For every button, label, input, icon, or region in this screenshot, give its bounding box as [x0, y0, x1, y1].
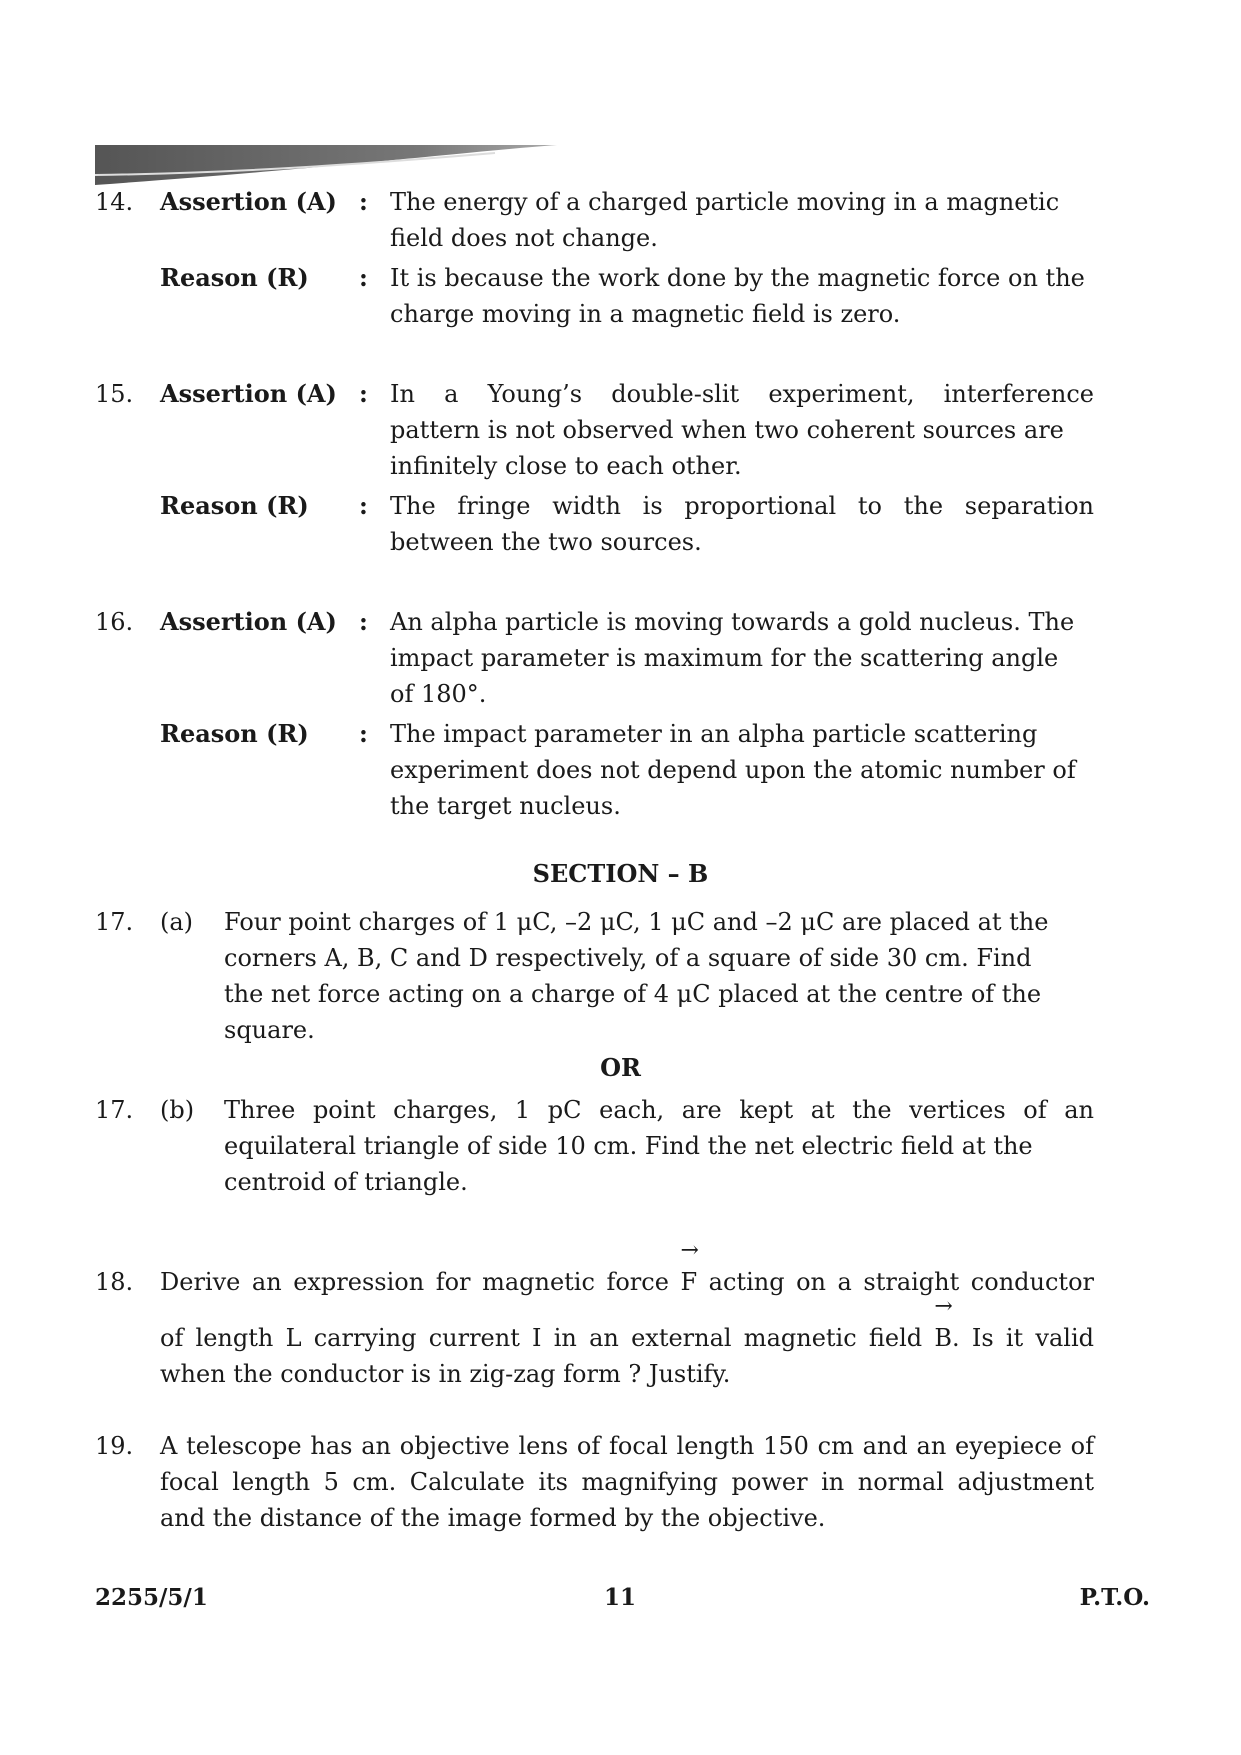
- question-line: and the distance of the image formed by the objective.: [160, 1504, 826, 1532]
- question-line: [160, 1238, 1094, 1300]
- colon: :: [359, 719, 368, 748]
- question-line: [160, 1294, 1094, 1356]
- reason-label: Reason (R): [160, 719, 309, 748]
- question-number: 19.: [95, 1432, 134, 1460]
- header-decor-bar: [95, 145, 557, 185]
- question-line: focal length 5 cm. Calculate its magnifying power in normal adjustment: [160, 1468, 1094, 1496]
- question-part: (a): [160, 908, 194, 936]
- assertion-line: infinitely close to each other.: [390, 452, 742, 480]
- pto-label: P.T.O.: [1079, 1584, 1150, 1611]
- or-label: OR: [600, 1053, 641, 1082]
- vector-f: [680, 1238, 699, 1300]
- question-number: 18.: [95, 1268, 134, 1296]
- assertion-line: pattern is not observed when two coherent sources are: [390, 416, 1064, 444]
- assertion-label: Assertion (A): [160, 607, 337, 636]
- question-number: 16.: [95, 608, 134, 636]
- reason-label: Reason (R): [160, 263, 309, 292]
- paper-code: 2255/5/1: [95, 1584, 208, 1611]
- reason-line: It is because the work done by the magnetic force on the: [390, 264, 1085, 292]
- page-number: 11: [603, 1584, 636, 1611]
- question-number: 17.: [95, 908, 134, 936]
- question-line: when the conductor is in zig-zag form ? Justify.: [160, 1360, 731, 1388]
- question-number: 14.: [95, 188, 134, 216]
- assertion-line: The energy of a charged particle moving in a magnetic: [390, 188, 1060, 216]
- assertion-label: Assertion (A): [160, 379, 337, 408]
- reason-line: the target nucleus.: [390, 792, 621, 820]
- question-line: Three point charges, 1 pC each, are kept at the vertices of an: [224, 1096, 1094, 1124]
- question-line: equilateral triangle of side 10 cm. Find the net electric field at the: [224, 1132, 1033, 1160]
- reason-line: experiment does not depend upon the atomic number of: [390, 756, 1076, 784]
- colon: :: [359, 379, 368, 408]
- vector-symbol: F: [680, 1268, 698, 1296]
- reason-line: charge moving in a magnetic field is zero.: [390, 300, 901, 328]
- text-segment: acting on a straight conductor: [708, 1268, 1094, 1296]
- assertion-line: In a Young’s double-slit experiment, interference: [390, 380, 1094, 408]
- colon: :: [359, 187, 368, 216]
- reason-line: The fringe width is proportional to the separation: [390, 492, 1094, 520]
- question-line: Four point charges of 1 μC, –2 μC, 1 μC and –2 μC are placed at the: [224, 908, 1049, 936]
- assertion-label: Assertion (A): [160, 187, 337, 216]
- text-segment: of length L carrying current I in an external magnetic field: [160, 1324, 923, 1352]
- assertion-line: impact parameter is maximum for the scattering angle: [390, 644, 1059, 672]
- colon: :: [359, 491, 368, 520]
- question-line: corners A, B, C and D respectively, of a square of side 30 cm. Find: [224, 944, 1032, 972]
- text-segment: Derive an expression for magnetic force: [160, 1268, 669, 1296]
- vector-arrow: →: [680, 1238, 699, 1263]
- question-line: A telescope has an objective lens of focal length 150 cm and an eyepiece of: [160, 1432, 1094, 1460]
- section-heading: SECTION – B: [532, 859, 709, 888]
- reason-line: The impact parameter in an alpha particle scattering: [390, 720, 1038, 748]
- vector-symbol: B: [934, 1324, 952, 1352]
- colon: :: [359, 607, 368, 636]
- reason-line: between the two sources.: [390, 528, 702, 556]
- question-number: 17.: [95, 1096, 134, 1124]
- assertion-line: field does not change.: [390, 224, 658, 252]
- assertion-line: of 180°.: [390, 680, 487, 708]
- reason-label: Reason (R): [160, 491, 309, 520]
- assertion-line: An alpha particle is moving towards a gold nucleus. The: [390, 608, 1075, 636]
- question-line: the net force acting on a charge of 4 μC placed at the centre of the: [224, 980, 1042, 1008]
- question-part: (b): [160, 1096, 195, 1124]
- question-number: 15.: [95, 380, 134, 408]
- colon: :: [359, 263, 368, 292]
- vector-b: [934, 1294, 953, 1356]
- vector-arrow: →: [934, 1294, 953, 1319]
- question-line: centroid of triangle.: [224, 1168, 468, 1196]
- text-segment: . Is it valid: [952, 1324, 1094, 1352]
- question-line: square.: [224, 1016, 315, 1044]
